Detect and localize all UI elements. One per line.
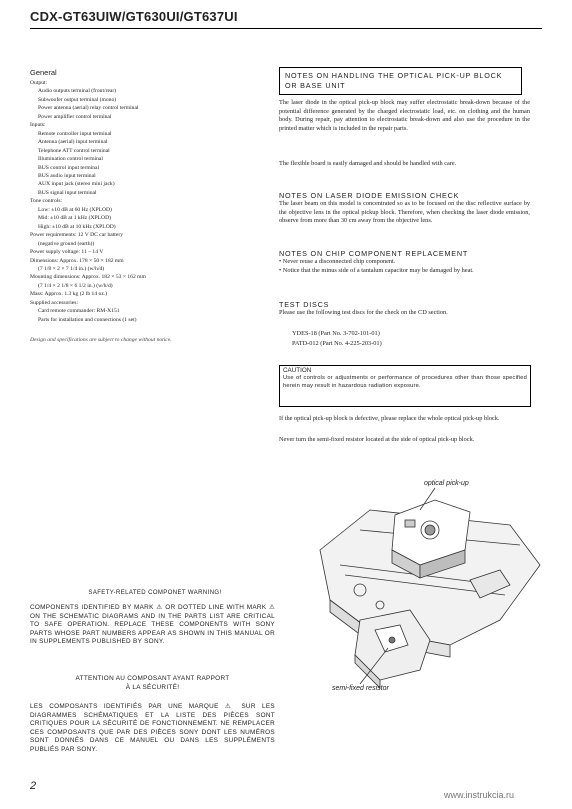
spec-line: Dimensions: Approx. 178 × 50 × 182 mm <box>30 257 124 264</box>
laser-text: The laser beam on this model is concentrated so as to be focused on the disc reflective surface by the objective lens in the optical pickup block. Therefore, when checking the laser diode emission, observe from more than 30 cm away from the objective lens. <box>279 200 530 225</box>
specs-lines <box>30 79 245 324</box>
test-disc-1: YDES-18 (Part No. 3-702-101-01) <box>292 330 380 337</box>
chip-bullet: • Notice that the minus side of a tantalum capacitor may be damaged by heat. <box>279 266 474 274</box>
spec-line: Telephone ATT control terminal <box>38 147 110 154</box>
safety-heading: SAFETY-RELATED COMPONET WARNING! <box>88 590 222 596</box>
caution-text: Use of controls or adjustments or performance of procedures other than those specified herein may result in hazardous radiation exposure. <box>283 375 527 389</box>
specs-note: Design and specifications are subject to change without notice. <box>30 337 172 344</box>
spec-line: Illumination control terminal <box>38 156 103 163</box>
spec-line: Power requirements: 12 V DC car battery <box>30 232 123 239</box>
spec-line: Low: ±10 dB at 60 Hz (XPLOD) <box>38 206 112 213</box>
spec-line: BUS signal input terminal <box>38 189 97 196</box>
spec-line: High: ±10 dB at 10 kHz (XPLOD) <box>38 223 116 230</box>
optical-handling-box <box>279 67 522 95</box>
label-optical-pickup: optical pick-up <box>424 480 469 487</box>
spec-line: BUS control input terminal <box>38 164 100 171</box>
spec-line: Output: <box>30 80 48 86</box>
page-number: 2 <box>30 780 37 792</box>
spec-line: Subwoofer output terminal (mono) <box>38 96 117 103</box>
spec-line: Mass: Approx. 1.3 kg (2 lb 14 oz.) <box>30 291 108 298</box>
specs-heading: General <box>30 68 57 77</box>
optical-handling-para2: The flexible board is easily damaged and should be handled with care. <box>279 160 457 167</box>
spec-line: Tone controls: <box>30 198 63 205</box>
chip-bullet: • Never reuse a disconnected chip component. <box>279 258 396 265</box>
optical-handling-title: NOTES ON HANDLING THE OPTICAL PICK-UP BLOCK OR BASE UNIT <box>285 71 503 90</box>
safety-fr-text: LES COMPOSANTS IDENTIFIÉS PAR UNE MARQUE ⚠ SUR LES DIAGRAMMES SCHÉMATIQUES ET LA LISTE DES PIÈCES SONT CRITIQUES POUR LA SÉCURITÉ DE FONCTIONNEMENT. NE REMPLACER CES COMPOSANTS QUE PAR DES PIÈCES SONY DONT LES NUMÉROS SONT DONNÉS DANS CE MANUEL OU DANS LES SUPPLÉMENTS PUBLIÉS PAR SONY. <box>30 703 275 753</box>
label-semi-fixed-resistor: semi-fixed resistor <box>332 685 389 692</box>
spec-line: (negative ground (earth)) <box>38 240 95 247</box>
spec-line: AUX input jack (stereo mini jack) <box>38 181 115 188</box>
safety-fr-heading-line2: À LA SÉCURITÉ! <box>125 683 180 691</box>
spec-line: Power antenna (aerial) relay control terminal <box>38 105 139 112</box>
test-discs-intro: Please use the following test discs for the check on the CD section. <box>279 309 448 316</box>
optical-handling-para1: The laser diode in the optical pick-up block may suffer electrostatic break-down because of the potential difference generated by the charged electrostatic load, etc. on clothing and the human body. During repair, pay attention to electrostatic break-down and also use the procedure in the printed matter which is included in the repair parts. <box>279 99 530 132</box>
caution-box <box>279 365 531 407</box>
spec-line: Audio outputs terminal (front/rear) <box>38 88 117 95</box>
watermark-url: www.instrukcia.ru <box>444 790 515 800</box>
specifications-block <box>30 68 245 344</box>
safety-en-text: COMPONENTS IDENTIFIED BY MARK ⚠ OR DOTTED LINE WITH MARK ⚠ ON THE SCHEMATIC DIAGRAMS AND IN THE PARTS LIST ARE CRITICAL TO SAFE OPERATION. REPLACE THESE COMPONENTS WITH SONY PARTS WHOSE PART NUMBERS APPEAR AS SHOWN IN THIS MANUAL OR IN SUPPLEMENTS PUBLISHED BY SONY. <box>30 604 275 646</box>
chip-bullets <box>279 258 530 275</box>
laser-heading: NOTES ON LASER DIODE EMISSION CHECK <box>279 191 460 200</box>
safety-fr-heading-line1: ATTENTION AU COMPOSANT AYANT RAPPORT <box>75 675 230 682</box>
pickup-note-para1: If the optical pick-up block is defective, please replace the whole optical pick-up block. <box>279 415 500 422</box>
chip-heading: NOTES ON CHIP COMPONENT REPLACEMENT <box>279 249 469 258</box>
spec-line: Remote controller input terminal <box>38 130 112 137</box>
spec-line: Mid: ±10 dB at 1 kHz (XPLOD) <box>38 215 111 222</box>
header-rule <box>30 28 542 29</box>
test-disc-2: PATD-012 (Part No. 4-225-203-01) <box>292 340 382 347</box>
safety-fr-heading <box>30 675 275 692</box>
spec-line: Mounting dimensions: Approx. 182 × 53 × 162 mm <box>30 274 146 281</box>
spec-line: Parts for installation and connections (1 set) <box>38 316 137 323</box>
caution-title: CAUTION <box>283 367 312 374</box>
optical-pickup-illustration <box>300 470 550 700</box>
page-header-title: CDX-GT63UIW/GT630UI/GT637UI <box>30 9 238 24</box>
spec-line: (7 1/4 × 2 1/8 × 6 1/2 in.) (w/h/d) <box>38 282 113 289</box>
spec-line: Power amplifier control terminal <box>38 113 112 120</box>
pickup-note-para2: Never turn the semi-fixed resistor located at the side of optical pick-up block. <box>279 436 475 443</box>
spec-line: Antenna (aerial) input terminal <box>38 139 108 146</box>
spec-line: Inputs: <box>30 122 46 129</box>
spec-line: BUS audio input terminal <box>38 172 96 179</box>
spec-line: (7 1/8 × 2 × 7 1/4 in.) (w/h/d) <box>38 265 105 272</box>
spec-line: Supplied accessories: <box>30 299 79 306</box>
spec-line: Power supply voltage: 11 – 14 V <box>30 249 104 256</box>
test-discs-heading: TEST DISCS <box>279 300 330 309</box>
spec-line: Card remote commander: RM-X151 <box>38 308 120 315</box>
